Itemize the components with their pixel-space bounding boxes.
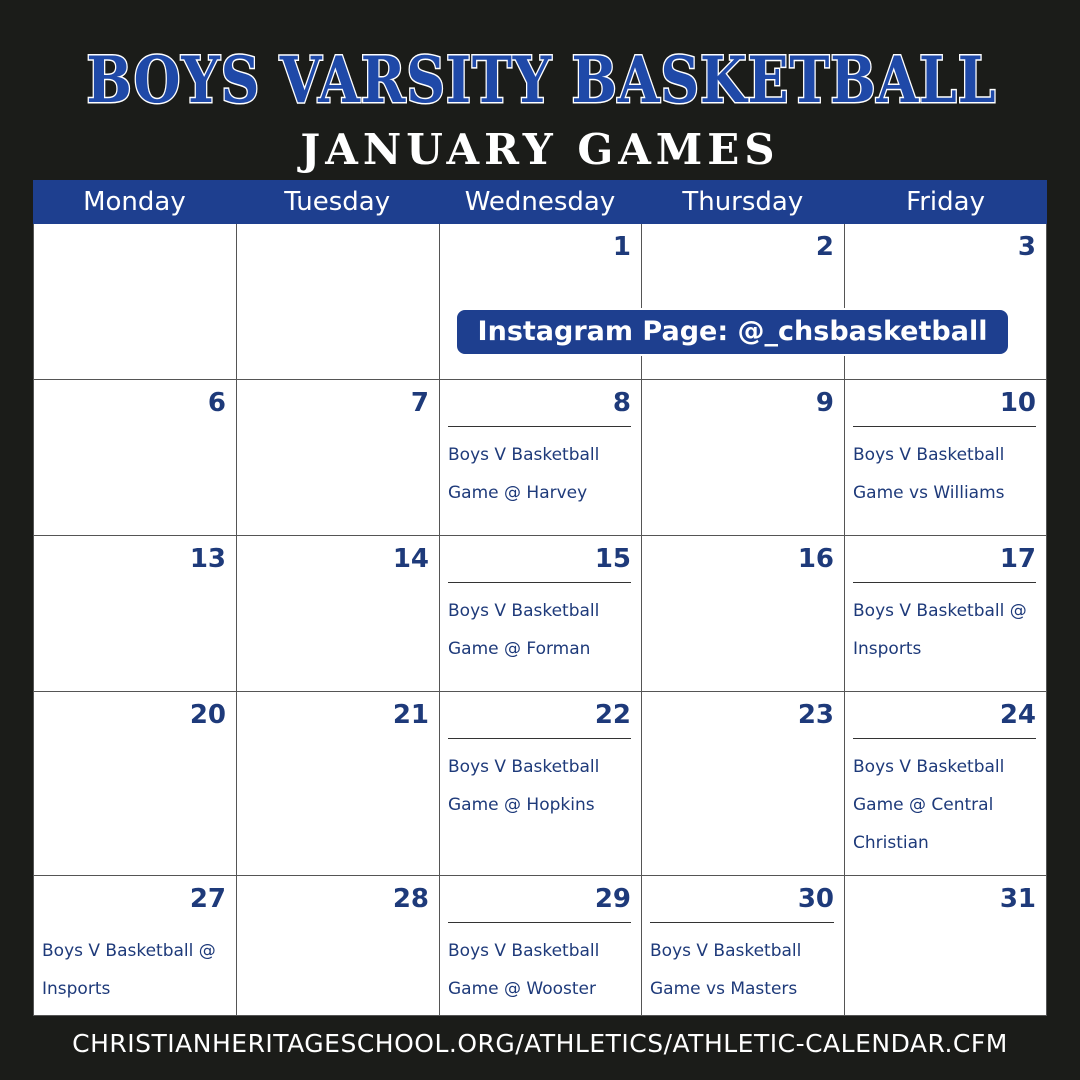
game-event — [448, 748, 635, 824]
day-number: 3 — [1017, 232, 1036, 262]
day-number: 22 — [594, 700, 631, 730]
game-event — [448, 592, 635, 668]
event-line: Boys V Basketball — [448, 601, 600, 621]
day-cell — [642, 380, 845, 536]
weekday-header — [33, 180, 1047, 224]
day-cell — [33, 692, 237, 876]
day-number: 10 — [999, 388, 1036, 418]
weekday-thursday: Thursday — [682, 187, 804, 217]
event-divider — [448, 922, 631, 923]
event-line: Game vs Williams — [853, 483, 1005, 503]
game-event — [448, 932, 635, 1008]
game-event — [42, 932, 230, 1008]
day-cell — [845, 224, 1047, 380]
day-number: 31 — [999, 884, 1036, 914]
day-number: 29 — [594, 884, 631, 914]
day-number: 17 — [999, 544, 1036, 574]
event-line: Boys V Basketball — [448, 757, 600, 777]
event-line: Game @ Harvey — [448, 483, 588, 503]
day-cell — [33, 876, 237, 1016]
event-divider — [650, 922, 834, 923]
day-cell — [33, 224, 237, 380]
day-number: 9 — [815, 388, 834, 418]
day-number: 14 — [392, 544, 429, 574]
footer-url[interactable]: CHRISTIANHERITAGESCHOOL.ORG/ATHLETICS/ATHLETIC-CALENDAR.CFM — [72, 1029, 1008, 1058]
day-cell — [642, 876, 845, 1016]
day-number: 15 — [594, 544, 631, 574]
day-number: 6 — [207, 388, 226, 418]
weekday-tuesday: Tuesday — [284, 187, 391, 217]
day-number: 28 — [392, 884, 429, 914]
day-number: 2 — [815, 232, 834, 262]
event-line: Boys V Basketball — [650, 941, 802, 961]
event-line: Insports — [42, 979, 111, 999]
game-event — [853, 748, 1040, 862]
game-event — [853, 436, 1040, 512]
day-cell — [642, 224, 845, 380]
day-cell — [440, 536, 642, 692]
event-divider — [853, 582, 1036, 583]
day-number: 8 — [612, 388, 631, 418]
day-number: 20 — [189, 700, 226, 730]
event-line: Game @ Forman — [448, 639, 591, 659]
weekday-monday: Monday — [83, 187, 186, 217]
event-line: Boys V Basketball — [448, 445, 600, 465]
page-subtitle: JANUARY GAMES — [300, 125, 780, 174]
event-line: Boys V Basketball — [853, 757, 1005, 777]
weekday-friday: Friday — [906, 187, 985, 217]
day-cell — [237, 876, 440, 1016]
event-line: Game @ Hopkins — [448, 795, 595, 815]
day-cell — [237, 692, 440, 876]
day-number: 21 — [392, 700, 429, 730]
day-number: 16 — [797, 544, 834, 574]
day-cell — [440, 692, 642, 876]
game-event — [650, 932, 838, 1008]
day-number: 27 — [189, 884, 226, 914]
day-number: 13 — [189, 544, 226, 574]
day-cell — [237, 380, 440, 536]
day-cell — [33, 536, 237, 692]
day-cell — [845, 380, 1047, 536]
day-cell — [845, 692, 1047, 876]
day-cell — [33, 380, 237, 536]
day-cell — [237, 224, 440, 380]
day-cell — [845, 536, 1047, 692]
event-divider — [448, 426, 631, 427]
day-cell — [440, 224, 642, 380]
event-line: Insports — [853, 639, 922, 659]
event-divider — [448, 582, 631, 583]
event-line: Christian — [853, 833, 929, 853]
event-line: Boys V Basketball — [853, 445, 1005, 465]
day-number: 7 — [410, 388, 429, 418]
day-number: 1 — [612, 232, 631, 262]
day-cell — [237, 536, 440, 692]
calendar — [33, 180, 1047, 1016]
day-number: 24 — [999, 700, 1036, 730]
day-number: 30 — [797, 884, 834, 914]
day-cell — [845, 876, 1047, 1016]
event-divider — [853, 426, 1036, 427]
event-divider — [853, 738, 1036, 739]
weekday-wednesday: Wednesday — [464, 187, 616, 217]
day-cell — [440, 380, 642, 536]
game-event — [853, 592, 1040, 668]
day-number: 23 — [797, 700, 834, 730]
day-cell — [440, 876, 642, 1016]
day-cell — [642, 692, 845, 876]
instagram-badge: Instagram Page: @_chsbasketball — [455, 308, 1010, 356]
event-line: Game @ Wooster — [448, 979, 597, 999]
game-event — [448, 436, 635, 512]
page-title: BOYS VARSITY BASKETBALL — [86, 43, 997, 118]
event-line: Boys V Basketball @ — [853, 601, 1027, 621]
event-line: Game vs Masters — [650, 979, 798, 999]
event-line: Game @ Central — [853, 795, 994, 815]
event-divider — [448, 738, 631, 739]
event-line: Boys V Basketball @ — [42, 941, 216, 961]
event-line: Boys V Basketball — [448, 941, 600, 961]
day-cell — [642, 536, 845, 692]
